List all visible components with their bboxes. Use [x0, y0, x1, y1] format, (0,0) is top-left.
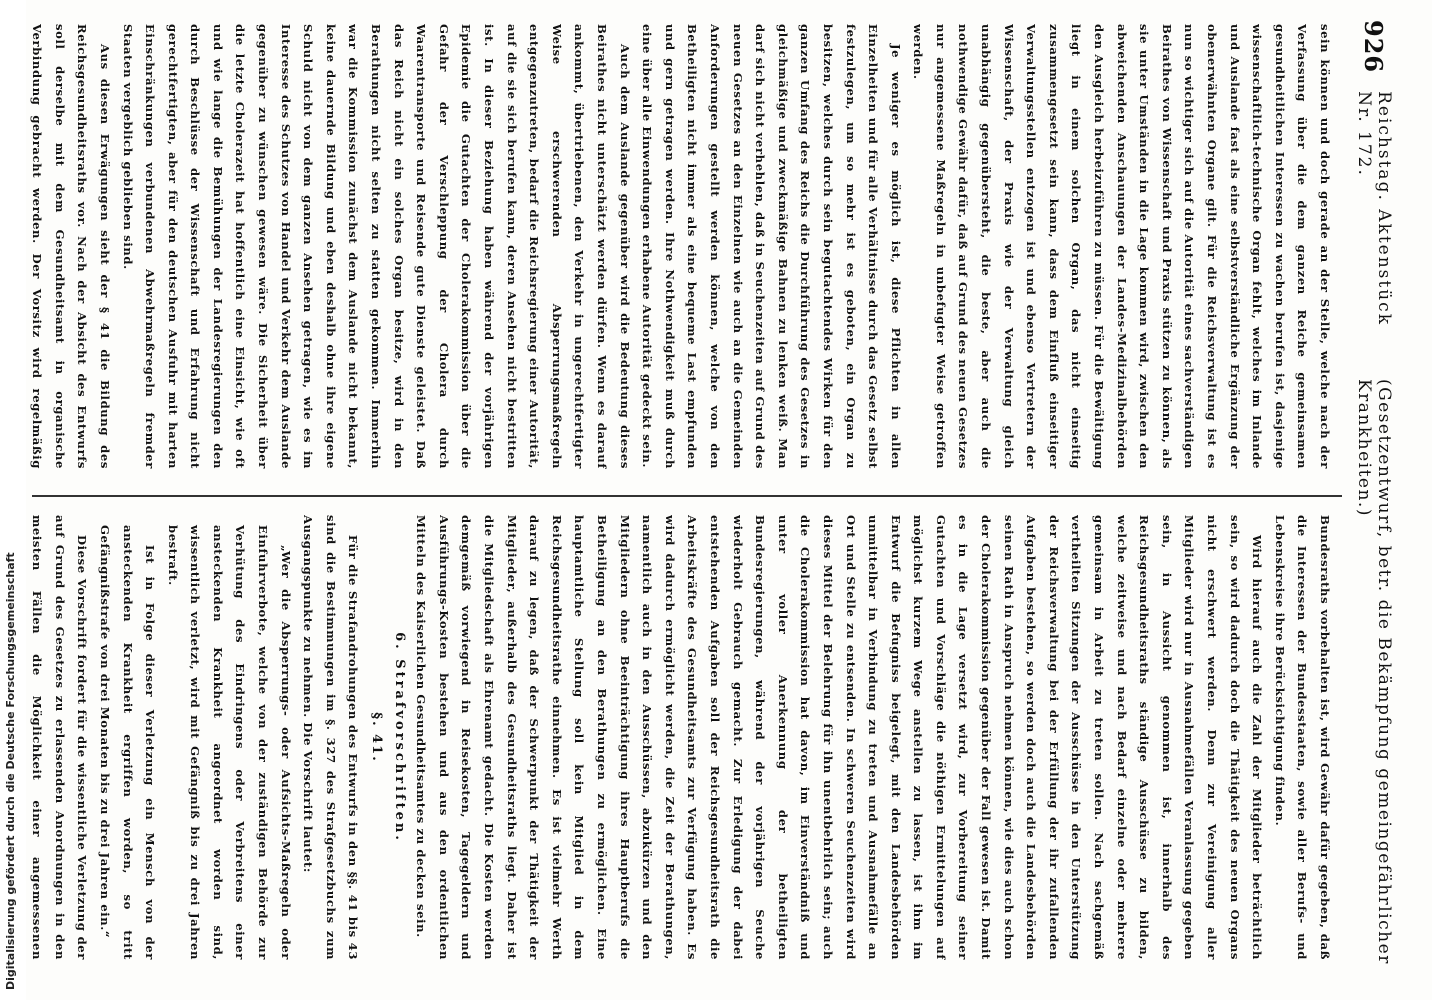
digitization-credit [4, 552, 17, 990]
left-column [26, 24, 1336, 469]
digitization-credit-text: Digitalisierung gefördert durch die Deutsche Forschungsgemeinschaft [4, 552, 17, 990]
column-divider [32, 495, 1342, 497]
page-header-title: Reichstag. Aktenstück Nr. 172. [1354, 91, 1394, 327]
section-heading: 6. Strafvorschriften. [391, 632, 407, 843]
quote-paragraph-2: Ist in Folge dieser Verletzung ein Mensch von der ansteckenden Krankheit ergriffen worden, so tritt Gefängnißstrafe von drei Monaten bis zu drei Jahren ein.“ [97, 525, 158, 960]
quote-paragraph-1: „Wer die Absperrungs- oder Aufsichts-Maßregeln oder Einfuhrverbote, welche von der zuständigen Behörde zur Verhütung des Eindringens oder Verbreitens einer ansteckenden Krankheit angeordnet worden sind, wissentlich verletzt, wird mit Gefängniß bis zu drei Jahren bestraft. [165, 525, 293, 960]
page-header-subtitle: (Gesetzentwurf, betr. die Bekämpfung gemeingefährlicher Krankheiten.) [1354, 378, 1394, 965]
right-column [26, 515, 1336, 960]
right-paragraph-2: Wird hierauf auch die Zahl der Mitglieder beträchtlich sein, so wird dadurch doch die Thätigkeit des neuen Organs nicht erschwert werden. Denn zur Vereinigung aller Mitglieder wird nur in Ausnahmefällen Veranlassung gegeben sein, in Aussicht genommen ist, innerhalb des Reichsgesundheitsraths ständige Ausschüsse zu bilden, welche zeitweise und nach Bedarf einzelne oder mehrere gemeinsam in Arbeit zu treten sollen. Nach sachgemäß vertheilten Sitzungen der Ausschüsse in den Unterstützung der Reichsverwaltung bei der Erfüllung der ihr zufallenden Aufgaben bestehen, so werden doch auch die Landesbehörden seinen Rath in Anspruch nehmen können, wie dies auch schon der Cholerakommission gegenüber der Fall gewesen ist. Damit es in die Lage versetzt wird, zur Vorbereitung seiner Gutachten und Vorschläge die nöthigen Ermittelungen auf möglichst kurzem Wege anstellen zu lassen, ist ihm im Entwurf die Befugniss beigelegt, mit den Landesbehörden unmittelbar in Verbindung zu treten und Ausnahmefälle an Ort und Stelle zu entsenden. In schweren Seuchenzeiten wird dieses Mittel der Belehrung für ihn unentbehrlich sein; auch die Cholerakommission hat davon, im Einverständniß und unter voller Anerkennung der betheiligten Bundesregierungen, während der vorjährigen Seuche wiederholt Gebrauch gemacht. Zur Erledigung der dabei entstehenden Aufgaben soll der Reichsgesundheitsrath die Arbeitskräfte des Gesundheitsamts zur Verfügung haben. Es wird dadurch ermöglicht werden, die Zeit der Berathungen, namentlich auch in den Ausschüssen, abzukürzen und den Mitgliedern ohne Beeinträchtigung ihres Hauptberufs die Betheiligung an den Berathungen zu ermöglichen. Eine hauptamtliche Stellung soll kein Mitglied in dem Reichsgesundheitsrathe einnehmen. Es ist vielmehr Werth darauf zu legen, daß der Schwerpunkt der Thätigkeit der Mitglieder, außerhalb des Gesundheitsraths liegt. Daher ist die Mitgliedschaft als Ehrenamt gedacht. Die Kosten werden demgemäß vorwiegend in Reisekosten, Tagegeldern und Ausführungs-Kosten bestehen und aus den ordentlichen Mitteln des Kaiserlichen Gesundheitsamtes zu decken sein. [414, 515, 1265, 960]
left-paragraph-2: Je weniger es möglich ist, diese Pflichten in allen Einzelheiten und für alle Verhältnisse durch das Gesetz selbst festzulegen, um so mehr ist es geboten, ein Organ zu besitzen, welches durch sein begutachtendes Wirken für den ganzen Umfang des Reichs die Durchführung des Gesetzes in gleichmäßige und zweckmäßige Bahnen zu lenken weiß. Man darf sich nicht verhehlen, daß in Seuchenzeiten auf Grund des neuen Gesetzes an den Einzelnen wie auch an die Gemeinden Anforderungen gestellt werden können, welche von den Betheiligten nicht immer als eine bequeme Last empfunden und gern getragen werden. Ihre Nothwendigkeit muß durch eine über alle Einwendungen erhabene Autorität gedeckt sein. [640, 24, 903, 469]
left-paragraph-1: sein können und doch gerade an der Stelle, welche nach der Verfassung über die dem ganzen Reiche gemeinsamen gesundheitlichen Interessen zu wachen berufen ist, dasjenige wissenschaftlich-technische Organ fehlt, welches im Inlande und Auslande fast als eine selbstverständliche Ergänzung der obenerwähnten Organe gilt. Für die Reichsverwaltung ist es nun so wichtiger sich auf die Autorität eines sachverständigen Beirathes von Wissenschaft und Praxis stützen zu können, als sie unter Umständen in die Lage kommen wird, zwischen den abweichenden Anschauungen der Landes-Medizinalbehörden den Ausgleich herbeizuführen zu müssen. Für die Bewältigung liegt in einem solchen Organ, das nicht einseitig zusammengesetzt sein kann, dass dem Einfluß einseitiger Verwaltungsstellen entzogen ist und ebenso Vertretern der Wissenschaft, der Praxis wie der Verwaltung gleich unabhängig gegenübersteht, die beste, aber auch die nothwendige Gewähr dafür, daß auf Grund des neuen Gesetzes nur angemessene Maßregeln in unbefugter Weise getroffen werden. [911, 24, 1332, 469]
right-paragraph-1: Bundesraths vorbehalten ist, wird Gewähr dafür gegeben, daß die Interessen der Bundesstaaten, sowie aller Berufs- und Lebenskreise ihre Berücksichtigung finden. [1272, 515, 1332, 960]
right-paragraph-4: Diese Vorschrift fordert für die wissentliche Verletzung der auf Grund des Gesetzes zu erlassenden Anordnungen in den meisten Fällen die Möglichkeit einer angemessenen [30, 515, 90, 960]
right-paragraph-3: Für die Strafandrohungen des Entwurfs in den §§. 41 bis 43 sind die Bestimmungen im §. 327 des Strafgesetzbuchs zum Ausgangspunkte zu nehmen. Die Vorschrift lautet: [301, 515, 361, 960]
quoted-statute [93, 515, 296, 960]
digitization-strip [0, 0, 26, 1000]
page-number: 926 [1359, 20, 1389, 74]
page-header [1346, 20, 1402, 980]
paragraph-number: §. 41. [369, 712, 385, 763]
left-paragraph-4: Aus diesen Erwägungen sieht der § 41 die Bildung des Reichsgesundheitsraths vor. Nach der Absicht des Entwurfs soll derselbe mit dem Gesundheitsamt in organische Verbindung gebracht werden. Der Vorsitz wird regelmäßig [30, 24, 112, 469]
left-paragraph-3: Auch dem Auslande gegenüber wird die Bedeutung dieses Beirathes nicht unterschätzt werden dürfen. Wenn es darauf ankommt, übertriebenen, den Verkehr in ungerechtfertigter Weise erschwerenden Absperrungsmaßregeln entgegenzutreten, bedarf die Reichsregierung einer Autorität, auf die sie sich berufen kann, deren Ansehen nicht bestritten ist. In dieser Beziehung haben während der vorjährigen Epidemie die Gutachten der Cholerakommission über die Gefahr der Verschleppung der Cholera durch Waarentransporte und Reisende gute Dienste geleistet. Daß das Reich nicht ein solches Organ besitze, wird in den Berathungen nicht selten zu statten gekommen. Immerhin war die Kommission zunächst dem Auslande nicht bekannt, keine dauernde Bildung und eben deshalb ohne ihre eigene Schuld nicht von dem ganzen Ansehen getragen, wie es im Interesse des Schutzes von Handel und Verkehr dem Auslande gegenüber zu wünschen gewesen wäre. Die Sicherheit über die letzte Cholerazeit hat hoffentlich eine Einsicht, wie oft und wie lange die Bemühungen der Landesregierungen den durch Beschlüsse der Wissenschaft und Erfahrung nicht gerechtfertigten, aber für den deutschen Ausfuhr mit harten Einschränkungen verbundenen Abwehrmaßregeln fremder Staaten vergeblich geblieben sind. [120, 24, 632, 469]
